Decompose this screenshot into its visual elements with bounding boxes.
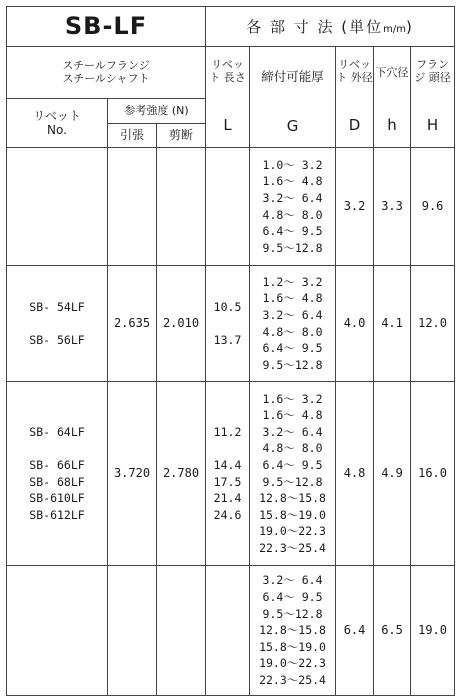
- rivet-diameter-cell: 3.2: [336, 148, 374, 266]
- rivet-length-label: リベット 長さ: [209, 58, 246, 84]
- shear-cell: [157, 148, 206, 266]
- shear-cell: 2.010: [157, 266, 206, 382]
- tensile-cell: 3.720: [108, 382, 157, 566]
- symbol-D: D: [348, 116, 361, 134]
- grips-cell: 1.2～ 3.2 1.6～ 4.8 3.2～ 6.4 4.8～ 8.0 6.4～ 9.5 9.5～12.8: [250, 266, 336, 382]
- material-description: [7, 47, 206, 99]
- no-label: No.: [47, 123, 67, 137]
- tensile-cell: [108, 148, 157, 266]
- tensile-header: 引張: [108, 124, 157, 148]
- dimensions-heading: [206, 7, 455, 47]
- flange-diameter-col-header: [411, 47, 455, 148]
- shear-cell: 2.780: [157, 382, 206, 566]
- models-cell: SB- 64LF SB- 66LF SB- 68LF SB-610LF SB-612LF: [7, 382, 108, 566]
- spec-sheet: [6, 6, 454, 694]
- models-cell: SB- 54LF SB- 56LF: [7, 266, 108, 382]
- flange-diameter-label: フランジ 頭径: [414, 58, 451, 84]
- rivet-diameter-cell: 6.4: [336, 566, 374, 696]
- models-cell: [7, 148, 108, 266]
- shear-cell: [157, 566, 206, 696]
- hole-diameter-cell: 6.5: [374, 566, 411, 696]
- spec-table: [6, 6, 455, 696]
- flange-diameter-cell: 12.0: [411, 266, 455, 382]
- rivet-label: リベット: [33, 108, 81, 123]
- grip-range-label: 締付可能厚: [261, 69, 324, 84]
- table-row: [7, 266, 455, 382]
- ref-strength-header: 参考強度 (N): [108, 99, 206, 124]
- hole-diameter-label: 下穴径: [375, 66, 409, 79]
- models-cell: [7, 566, 108, 696]
- dimensions-label: 各 部 寸 法 (単位: [246, 17, 384, 36]
- rivet-diameter-col-header: [336, 47, 374, 148]
- lengths-cell: [206, 566, 250, 696]
- tensile-cell: 2.635: [108, 266, 157, 382]
- table-row: [7, 148, 455, 266]
- symbol-G: G: [286, 117, 299, 135]
- grips-cell: 1.0～ 3.2 1.6～ 4.8 3.2～ 6.4 4.8～ 8.0 6.4～ 9.5 9.5～12.8: [250, 148, 336, 266]
- dimensions-close: ): [406, 17, 414, 36]
- rivet-length-col-header: [206, 47, 250, 148]
- table-row: [7, 566, 455, 696]
- lengths-cell: [206, 148, 250, 266]
- table-row: [7, 382, 455, 566]
- flange-diameter-cell: 9.6: [411, 148, 455, 266]
- flange-diameter-cell: 19.0: [411, 566, 455, 696]
- material-shaft: スチールシャフト: [62, 71, 150, 85]
- rivet-diameter-cell: 4.8: [336, 382, 374, 566]
- grip-range-col-header: [250, 47, 336, 148]
- flange-diameter-cell: 16.0: [411, 382, 455, 566]
- symbol-h: h: [387, 116, 397, 134]
- symbol-L: L: [223, 116, 232, 134]
- product-title: SB-LF: [7, 7, 206, 47]
- rivet-diameter-cell: 4.0: [336, 266, 374, 382]
- rivet-no-header: [7, 99, 108, 148]
- lengths-cell: 10.5 13.7: [206, 266, 250, 382]
- material-flange: スチールフランジ: [62, 58, 150, 72]
- hole-diameter-cell: 4.1: [374, 266, 411, 382]
- grips-cell: 3.2～ 6.4 6.4～ 9.5 9.5～12.8 12.8～15.8 15.8～19.0 19.0～22.3 22.3～25.4: [250, 566, 336, 696]
- grips-cell: 1.6～ 3.2 1.6～ 4.8 3.2～ 6.4 4.8～ 8.0 6.4～ 9.5 9.5～12.8 12.8～15.8 15.8～19.0 19.0～22.3 22.3～25.4: [250, 382, 336, 566]
- symbol-H: H: [426, 116, 439, 134]
- unit-mm: m/m: [383, 23, 407, 35]
- hole-diameter-cell: 3.3: [374, 148, 411, 266]
- hole-diameter-col-header: [374, 47, 411, 148]
- shear-header: 剪断: [157, 124, 206, 148]
- lengths-cell: 11.2 14.4 17.5 21.4 24.6: [206, 382, 250, 566]
- rivet-diameter-label: リベット 外径: [336, 58, 373, 84]
- hole-diameter-cell: 4.9: [374, 382, 411, 566]
- tensile-cell: [108, 566, 157, 696]
